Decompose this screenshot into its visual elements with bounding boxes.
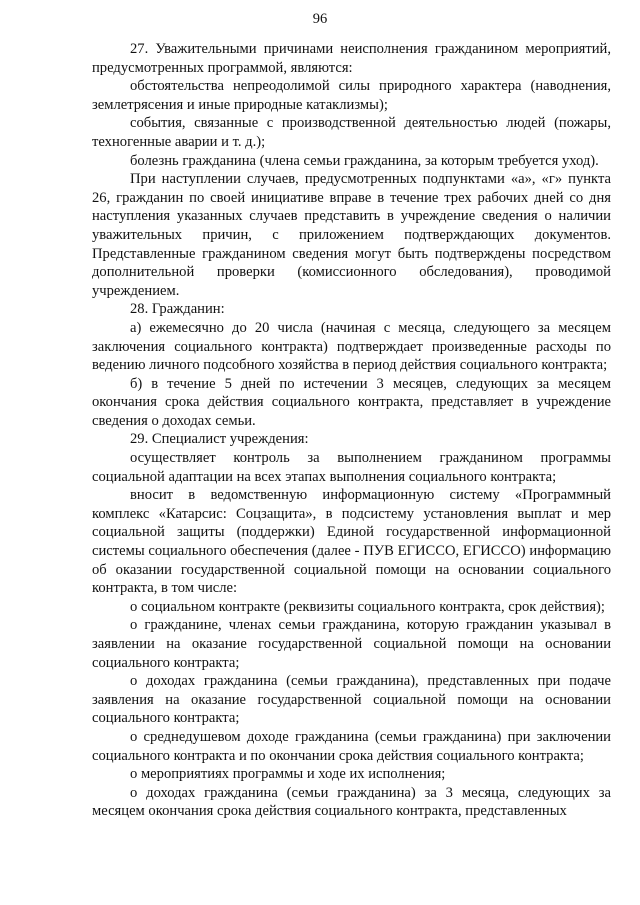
paragraph-average-income: о среднедушевом доходе гражданина (семьи гражданина) при заключении социального контракта и по окончании срока действия социального контракта; [92, 728, 611, 764]
paragraph-income-after: о доходах гражданина (семьи гражданина) за 3 месяца, следующих за месяцем окончания срока действия социального контракта, представленных [92, 784, 611, 820]
paragraph-illness: болезнь гражданина (члена семьи гражданина, за которым требуется уход). [130, 152, 599, 169]
paragraph-program-activities: о мероприятиях программы и ходе их исполнения; [130, 766, 446, 783]
paragraph-contract-info: о социальном контракте (реквизиты социального контракта, срок действия); [130, 598, 605, 615]
paragraph-force-majeure: обстоятельства непреодолимой силы природного характера (наводнения, землетрясения и иные природные катаклизмы); [92, 78, 611, 113]
paragraph-control: осуществляет контроль за выполнением гражданином программы социальной адаптации на всех этапах выполнения социального контракта; [92, 450, 611, 485]
paragraph-28-b: б) в течение 5 дней по истечении 3 месяцев, следующих за месяцем окончания срока действия социального контракта, представляет в учреждение сведения о доходах семьи. [92, 375, 611, 429]
paragraph-notification: При наступлении случаев, предусмотренных подпунктами «а», «г» пункта 26, гражданин по своей инициативе вправе в течение трех рабочих дней со дня наступления указанных случаев представить в учреждение сведения о наличии уважительных причин, с приложением подтверждающих документов. Представленные гражданином сведения могут быть подтверждены посредством дополнительной проверки (комиссионного обследования), проводимой учреждением. [92, 171, 611, 299]
page-number: 96 [312, 11, 328, 27]
document-body [92, 40, 611, 821]
paragraph-income-info: о доходах гражданина (семьи гражданина), представленных при подаче заявления на оказание государственной социальной помощи на основании социального контракта; [92, 673, 611, 727]
paragraph-industrial-events: события, связанные с производственной деятельностью людей (пожары, техногенные аварии и т. д.); [92, 115, 611, 150]
paragraph-28-a: а) ежемесячно до 20 числа (начиная с месяца, следующего за месяцем заключения социального контракта) подтверждает произведенные расходы по ведению личного подсобного хозяйства в период действия социального контракта; [92, 319, 611, 374]
paragraph-27-intro: 27. Уважительными причинами неисполнения гражданином мероприятий, предусмотренных программой, являются: [92, 41, 611, 76]
paragraph-egisso: вносит в ведомственную информационную систему «Программный комплекс «Катарсис: Соцзащита», в подсистему установления выплат и мер социальной защиты (поддержки) Единой государственной информационной системы социального обеспечения (далее - ПУВ ЕГИССО, ЕГИССО) информацию об оказании государственной социальной помощи на основании социального контракта, в том числе: [92, 487, 611, 597]
paragraph-29-heading: 29. Специалист учреждения: [130, 431, 309, 448]
paragraph-28-heading: 28. Гражданин: [130, 301, 225, 318]
paragraph-citizen-info: о гражданине, членах семьи гражданина, которую гражданин указывал в заявлении на оказание государственной социальной помощи на основании социального контракта; [92, 617, 611, 671]
